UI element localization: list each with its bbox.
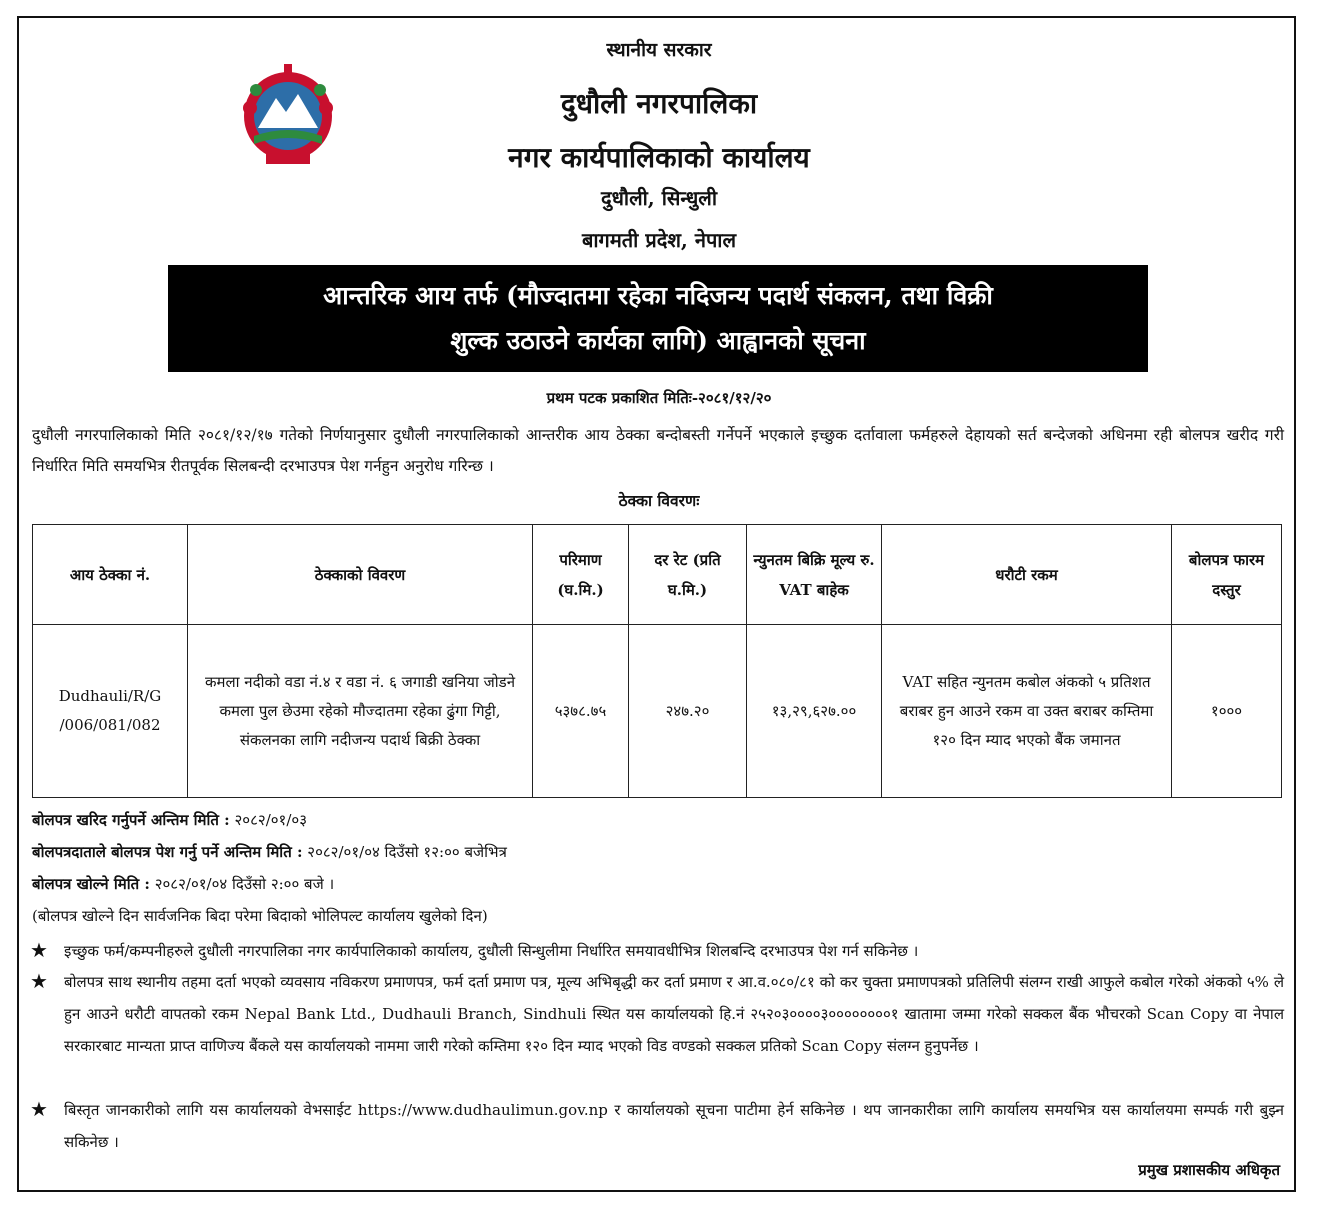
opening-date-label: बोलपत्र खोल्ने मिति : xyxy=(32,875,150,893)
notice-title-line-1: आन्तरिक आय तर्फ (मौज्दातमा रहेका नदिजन्य पदार्थ संकलन, तथा विक्री xyxy=(323,281,993,310)
municipality-name: दुधौली नगरपालिका xyxy=(560,87,758,120)
col-header-deposit: धरौटी रकम xyxy=(882,525,1172,625)
purchase-deadline xyxy=(32,810,307,830)
col-header-quantity: परिमाण (घ.मि.) xyxy=(533,525,629,625)
star-icon: ★ xyxy=(30,1097,48,1121)
bullet-item-2 xyxy=(30,966,1284,1062)
col-header-fee: बोलपत्र फारम दस्तुर xyxy=(1172,525,1282,625)
office-address: दुधौली, सिन्धुली xyxy=(600,186,718,210)
star-icon: ★ xyxy=(30,969,48,993)
bullet-text-3: बिस्तृत जानकारीको लागि यस कार्यालयको वेभसाईट https://www.dudhaulimun.gov.np र कार्यालयको सूचना पाटीमा हेर्न सकिनेछ । थप जानकारीका लागि कार्यालय समयभित्र यस कार्यालयमा सम्पर्क गरी बुझ्न सकिनेछ । xyxy=(64,1101,1284,1151)
bullet-text-1: इच्छुक फर्म/कम्पनीहरुले दुधौली नगरपालिका नगर कार्यपालिकाको कार्यालय, दुधौली सिन्धुलीमा निर्धारित समयावधीभित्र शिलबन्दि दरभाउपत्र पेश गर्न सकिनेछ । xyxy=(64,942,919,960)
opening-date xyxy=(32,874,334,894)
submission-deadline xyxy=(32,842,507,862)
published-date: प्रथम पटक प्रकाशित मितिः-२०८१/१२/२० xyxy=(546,389,772,407)
col-header-contract-no: आय ठेक्का नं. xyxy=(33,525,188,625)
bullet-item-1 xyxy=(30,935,1284,967)
star-icon: ★ xyxy=(30,938,48,962)
office-name: नगर कार्यपालिकाको कार्यालय xyxy=(508,141,810,174)
holiday-note: (बोलपत्र खोल्ने दिन सार्वजनिक बिदा परेमा बिदाको भोलिपल्ट कार्यालय खुलेको दिन) xyxy=(32,907,488,925)
submission-deadline-label: बोलपत्रदाताले बोलपत्र पेश गर्नु पर्ने अन्तिम मिति : xyxy=(32,843,303,861)
col-header-rate: दर रेट (प्रति घ.मि.) xyxy=(629,525,747,625)
table-title: ठेक्का विवरणः xyxy=(618,491,700,510)
cell-quantity: ५३७८.७५ xyxy=(533,625,629,798)
table-row xyxy=(33,625,1282,798)
opening-date-value: २०८२/०१/०४ दिउँसो २:०० बजे । xyxy=(154,875,335,893)
notice-title-banner xyxy=(168,265,1148,372)
cell-contract-no: Dudhauli/R/G /006/081/082 xyxy=(33,625,188,798)
bullet-text-2: बोलपत्र साथ स्थानीय तहमा दर्ता भएको व्यवसाय नविकरण प्रमाणपत्र, फर्म दर्ता प्रमाण पत्र, मूल्य अभिबृद्धी कर दर्ता प्रमाण र आ.व.०८०/८१ को कर चुक्ता प्रमाणपत्रको प्रतिलिपी संलग्न राखी आफुले कबोल गरेको अंकको ५% ले हुन आउने धरौटी वापतको रकम Nepal Bank Ltd., Dudhauli Branch, Sindhuli स्थित यस कार्यालयको हि.नं २५२०३००००३००००००००१ खातामा जम्मा गरेको सक्कल बैंक भौचरको Scan Copy वा नेपाल सरकारबाट मान्यता प्राप्त वाणिज्य बैंकले यस कार्यालयको नाममा जारी गरेको कम्तिमा १२० दिन म्याद भएको विड वण्डको सक्कल प्रतिको Scan Copy संलग्न हुनुपर्नेछ । xyxy=(64,973,1284,1055)
cell-min-price: १३,२९,६२७.०० xyxy=(747,625,882,798)
submission-deadline-value: २०८२/०१/०४ दिउँसो १२:०० बजेभित्र xyxy=(307,843,507,861)
contract-table xyxy=(32,524,1282,798)
signature-title: प्रमुख प्रशासकीय अधिकृत xyxy=(1138,1161,1280,1179)
bullet-item-3 xyxy=(30,1094,1284,1158)
purchase-deadline-value: २०८२/०१/०३ xyxy=(234,811,308,829)
purchase-deadline-label: बोलपत्र खरिद गर्नुपर्ने अन्तिम मिति : xyxy=(32,811,230,829)
table-header-row xyxy=(33,525,1282,625)
col-header-min-price: न्युनतम बिक्रि मूल्य रु. VAT बाहेक xyxy=(747,525,882,625)
cell-description: कमला नदीको वडा नं.४ र वडा नं. ६ जगाडी खनिया जोडने कमला पुल छेउमा रहेको मौज्दातमा रहेका ढुंगा गिट्टी, संकलनका लागि नदीजन्य पदार्थ बिक्री ठेक्का xyxy=(188,625,533,798)
cell-deposit: VAT सहित न्युनतम कबोल अंकको ५ प्रतिशत बराबर हुन आउने रकम वा उक्त बराबर कम्तिमा १२० दिन म्याद भएको बैंक जमानत xyxy=(882,625,1172,798)
col-header-description: ठेक्काको विवरण xyxy=(188,525,533,625)
notice-title-line-2: शुल्क उठाउने कार्यका लागि) आह्वानको सूचना xyxy=(450,326,866,355)
cell-fee: १००० xyxy=(1172,625,1282,798)
header-line-1: स्थानीय सरकार xyxy=(606,39,712,61)
intro-paragraph: दुधौली नगरपालिकाको मिति २०८१/१२/१७ गतेको निर्णयानुसार दुधौली नगरपालिकाको आन्तरीक आय ठेक्का बन्दोबस्ती गर्नेपर्ने भएकाले इच्छुक दर्तावाला फर्महरुले देहायको सर्त बन्देजको अधिनमा रही बोलपत्र खरीद गरी निर्धारित मिति समयभित्र रीतपूर्वक सिलबन्दी दरभाउपत्र पेश गर्नहुन अनुरोध गरिन्छ । xyxy=(32,426,1284,475)
cell-rate: २४७.२० xyxy=(629,625,747,798)
province-line: बागमती प्रदेश, नेपाल xyxy=(581,228,737,252)
